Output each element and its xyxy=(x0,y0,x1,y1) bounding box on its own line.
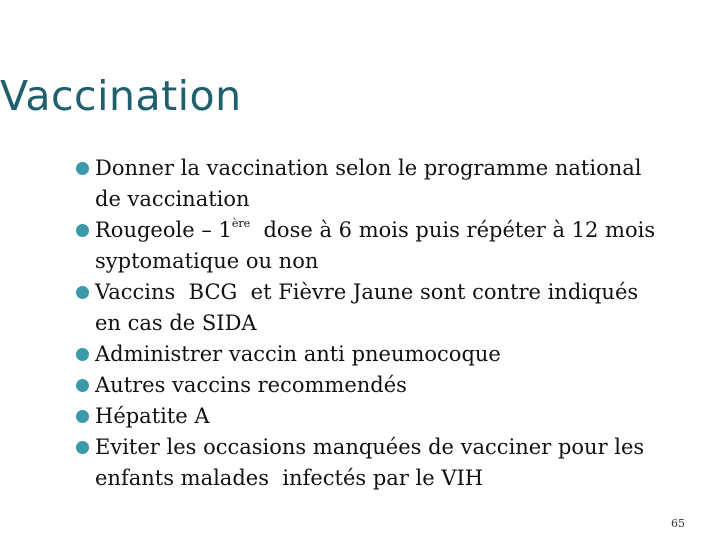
bullet-text: dose à 6 mois puis répéter à 12 mois xyxy=(250,218,656,242)
bullet-icon xyxy=(76,441,89,454)
bullet-text-continuation: de vaccination xyxy=(95,187,250,211)
bullet-text-continuation: enfants malades infectés par le VIH xyxy=(95,466,484,490)
bullet-text: Autres vaccins recommendés xyxy=(95,373,407,397)
list-item xyxy=(76,401,696,432)
bullet-text-continuation: en cas de SIDA xyxy=(95,311,257,335)
bullet-text: Donner la vaccination selon le programme national xyxy=(95,156,642,180)
bullet-icon xyxy=(76,410,89,423)
bullet-text: Hépatite A xyxy=(95,404,210,428)
bullet-icon xyxy=(76,224,89,237)
bullet-text: Vaccins BCG et Fièvre Jaune sont contre indiqués xyxy=(95,280,639,304)
bullet-text: Rougeole – 1 xyxy=(95,218,232,242)
bullet-list xyxy=(76,153,696,494)
list-item xyxy=(76,339,696,370)
bullet-icon xyxy=(76,348,89,361)
list-item xyxy=(76,215,696,277)
slide-title: Vaccination xyxy=(0,72,242,120)
bullet-icon xyxy=(76,286,89,299)
list-item xyxy=(76,432,696,494)
bullet-text: Eviter les occasions manquées de vacciner pour les xyxy=(95,435,645,459)
bullet-icon xyxy=(76,379,89,392)
ordinal-superscript: ère xyxy=(231,217,251,231)
bullet-text-continuation: syptomatique ou non xyxy=(95,249,319,273)
list-item xyxy=(76,370,696,401)
bullet-text: Administrer vaccin anti pneumocoque xyxy=(95,342,501,366)
list-item xyxy=(76,153,696,215)
bullet-icon xyxy=(76,162,89,175)
list-item xyxy=(76,277,696,339)
page-number: 65 xyxy=(671,517,685,530)
